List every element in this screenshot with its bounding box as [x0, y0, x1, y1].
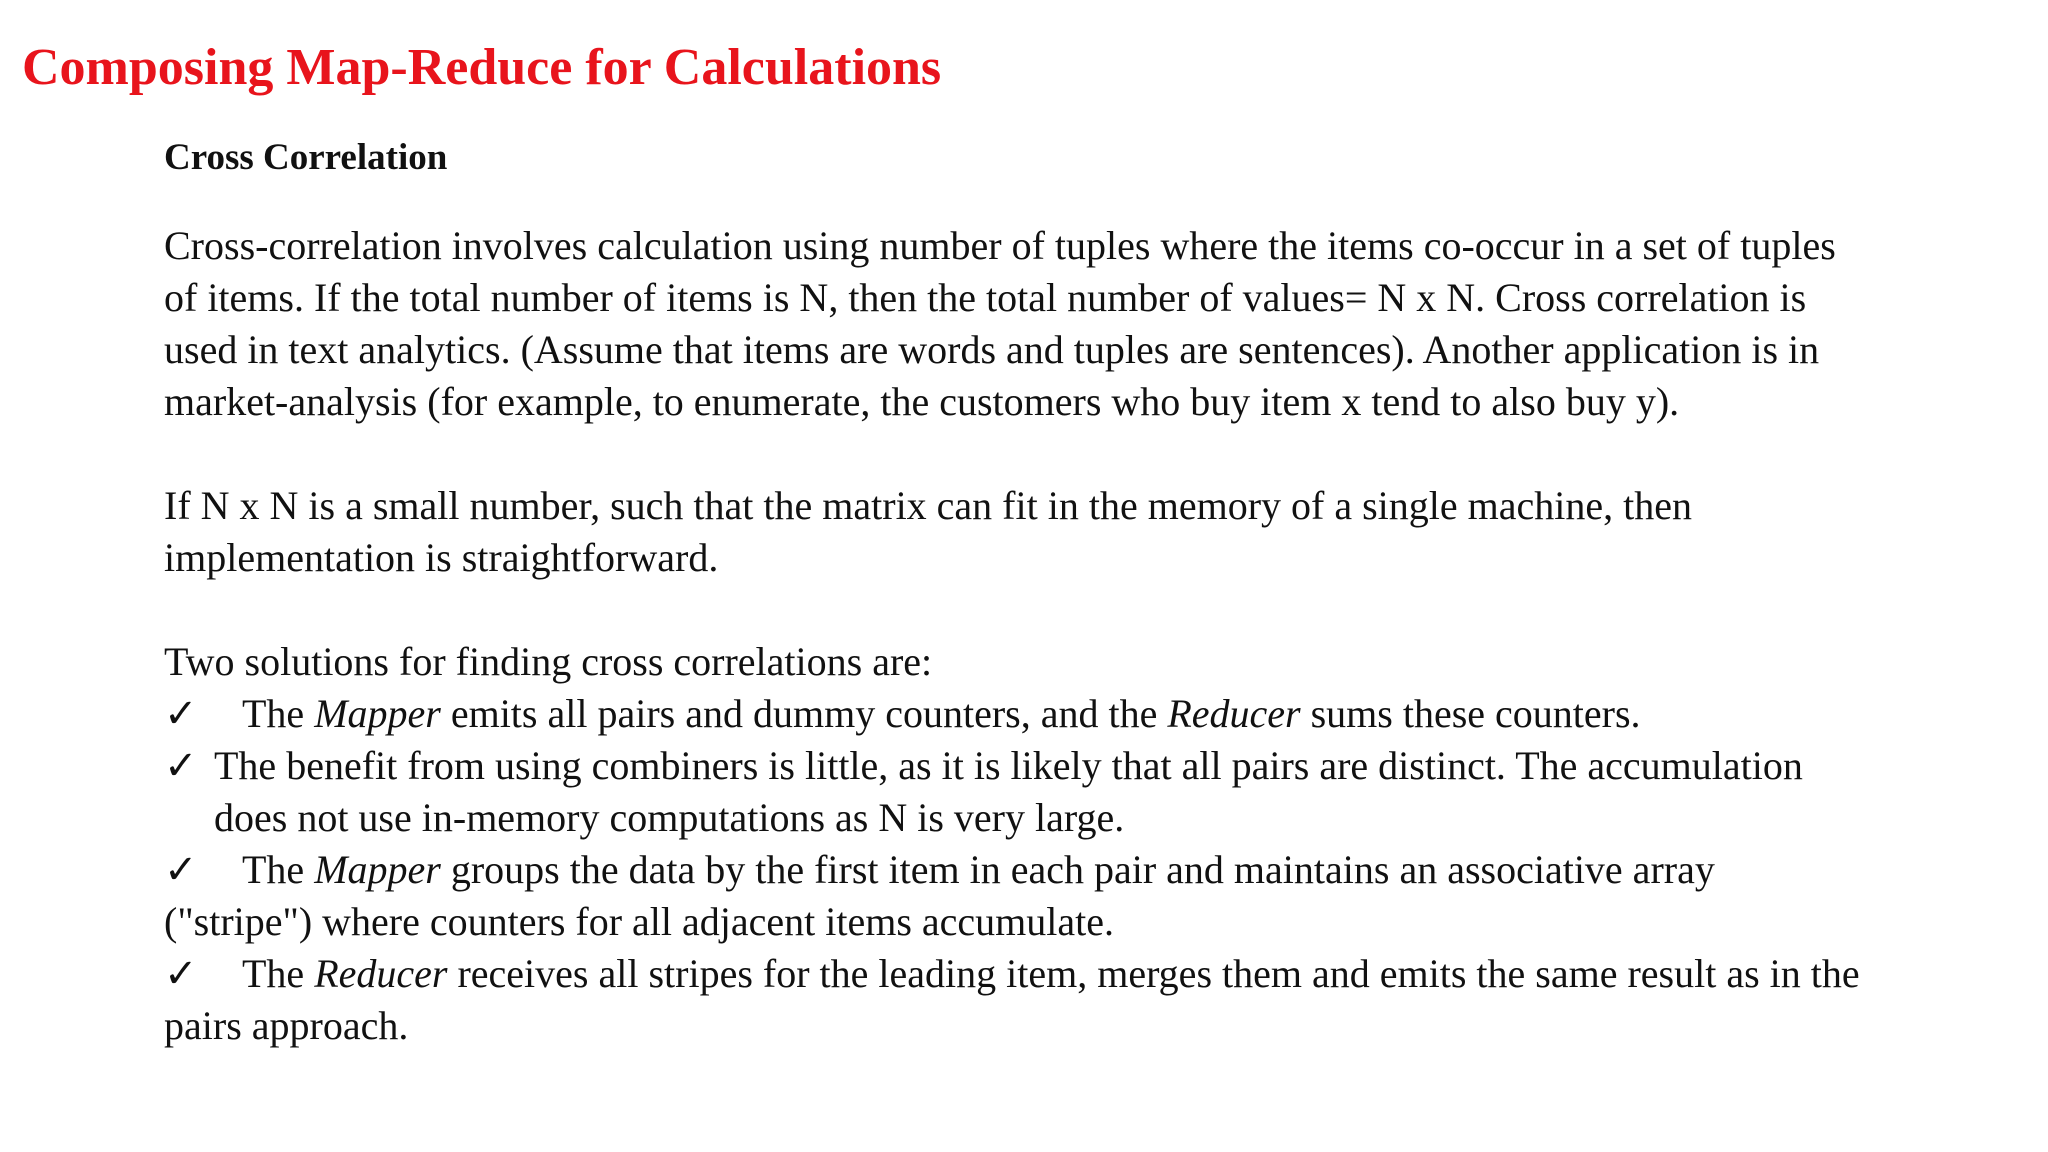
- paragraph-cross-correlation-definition: [164, 220, 2004, 428]
- section-heading: Cross Correlation: [164, 137, 448, 178]
- item-emphasis: Mapper: [314, 847, 441, 892]
- paragraph-line: Cross-correlation involves calculation using number of tuples where the items co-occur in a set of tuples: [164, 223, 1836, 268]
- checkmark-icon: ✓: [164, 691, 198, 736]
- list-item: [164, 688, 2004, 740]
- paragraph-line: implementation is straightforward.: [164, 535, 719, 580]
- paragraph-line: market-analysis (for example, to enumerate, the customers who buy item x tend to also buy y).: [164, 379, 1680, 424]
- paragraph-small-matrix: [164, 480, 2004, 584]
- solutions-list: [164, 688, 2004, 1052]
- slide-content: [164, 132, 2004, 1052]
- list-item: [164, 948, 2004, 1052]
- item-text: The: [242, 847, 315, 892]
- paragraph-line: used in text analytics. (Assume that items are words and tuples are sentences). Another application is in: [164, 327, 1820, 372]
- item-continuation: ("stripe") where counters for all adjacent items accumulate.: [164, 899, 1115, 944]
- item-emphasis: Mapper: [314, 691, 441, 736]
- item-continuation: pairs approach.: [164, 1003, 409, 1048]
- item-text: sums these counters.: [1300, 691, 1641, 736]
- solutions-intro: Two solutions for finding cross correlations are:: [164, 639, 933, 684]
- item-emphasis: Reducer: [1167, 691, 1301, 736]
- item-text: The: [242, 951, 315, 996]
- checkmark-icon: ✓: [164, 743, 198, 788]
- item-continuation: does not use in-memory computations as N is very large.: [214, 795, 1125, 840]
- list-item: [164, 740, 2004, 844]
- item-text: receives all stripes for the leading item, merges them and emits the same result as in the: [447, 951, 1860, 996]
- item-text: The: [242, 691, 315, 736]
- item-text: The benefit from using combiners is little, as it is likely that all pairs are distinct. The accumulation: [214, 743, 1803, 788]
- checkmark-icon: ✓: [164, 951, 198, 996]
- slide-title: Composing Map-Reduce for Calculations: [22, 39, 942, 96]
- checkmark-icon: ✓: [164, 847, 198, 892]
- item-text: emits all pairs and dummy counters, and the: [440, 691, 1168, 736]
- paragraph-line: If N x N is a small number, such that the matrix can fit in the memory of a single machine, then: [164, 483, 1692, 528]
- item-emphasis: Reducer: [314, 951, 448, 996]
- paragraph-solutions: [164, 636, 2004, 1052]
- item-text: groups the data by the first item in each pair and maintains an associative array: [440, 847, 1715, 892]
- paragraph-line: of items. If the total number of items is N, then the total number of values= N x N. Cross correlation is: [164, 275, 1807, 320]
- list-item: [164, 844, 2004, 948]
